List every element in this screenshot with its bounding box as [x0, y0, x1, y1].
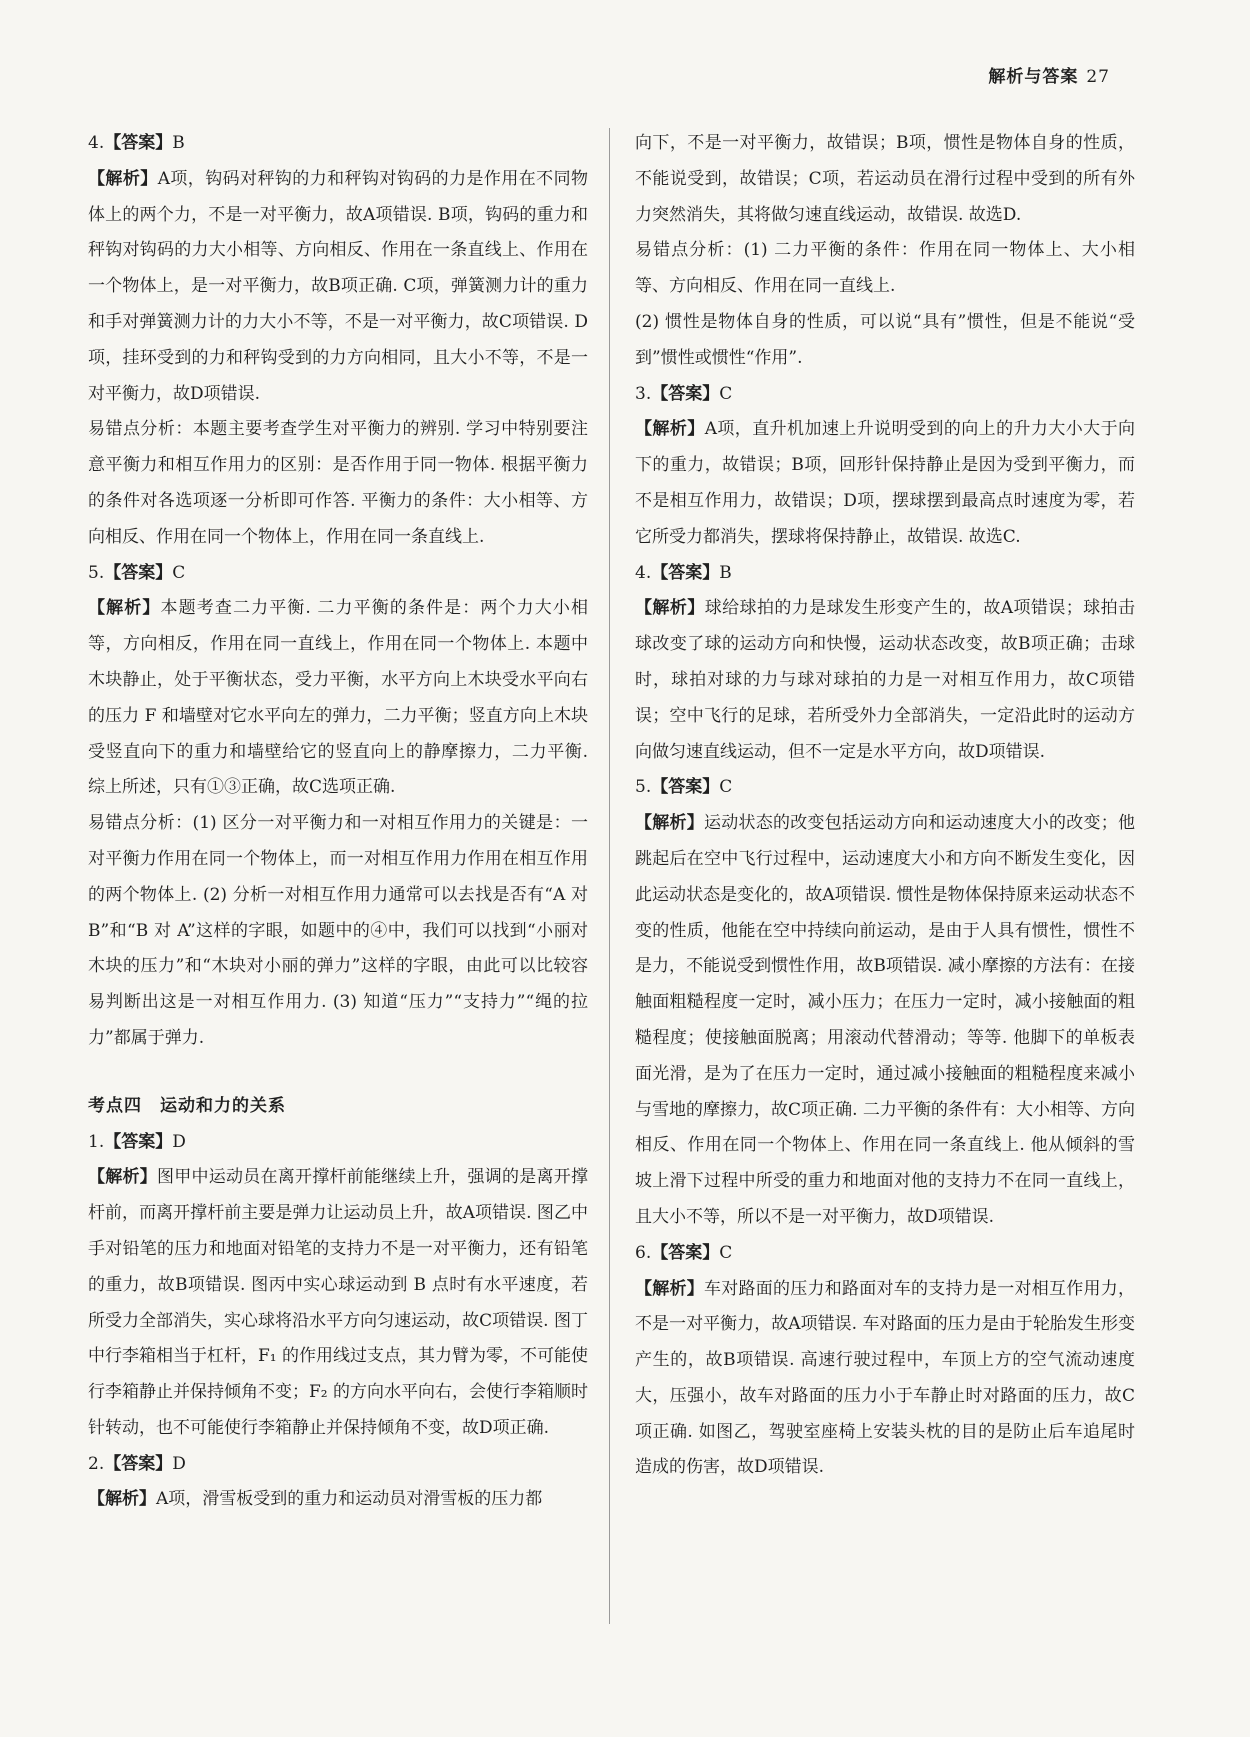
answer-line: 3.【答案】C: [635, 383, 733, 404]
error-analysis: 易错点分析：(1) 区分一对平衡力和一对相互作用力的关键是：一对平衡力作用在同一个物体上，而一对相互作用力作用在相互作用的两个物体上. (2) 分析一对相互作用力通常可以去找是否有“A 对 B”和“B 对 A”这样的字眼，如题中的④中，我们可以找到“小丽对木块的压力”和“木块对小丽的弹力”这样的字眼，由此可以比较容易判断出这是一对相互作用力. (3) 知道“压力”“支持力”“绳的拉力”都属于弹力.: [88, 813, 588, 1048]
answer-line: 5.【答案】C: [88, 562, 186, 583]
page-header: [988, 62, 1110, 87]
left-column: [88, 126, 588, 1518]
answer-block: [88, 126, 588, 556]
analysis-text: 【解析】车对路面的压力和路面对车的支持力是一对相互作用力，不是一对平衡力，故A项错误. 车对路面的压力是由于轮胎发生形变产生的，故B项错误. 高速行驶过程中，车顶上方的空气流动速度大，压强小，故车对路面的压力小于车静止时对路面的压力，故C项正确. 如图乙，驾驶室座椅上安装头枕的目的是防止后车追尾时造成的伤害，故D项错误.: [635, 1278, 1135, 1478]
answer-line: 4.【答案】B: [88, 133, 185, 153]
answer-line: 4.【答案】B: [635, 562, 732, 583]
right-column: [635, 126, 1135, 1486]
analysis-text: 【解析】运动状态的改变包括运动方向和运动速度大小的改变；他跳起后在空中飞行过程中，运动速度大小和方向不断发生变化，因此运动状态是变化的，故A项错误. 惯性是物体保持原来运动状态不变的性质，他能在空中持续向前运动，是由于人具有惯性，惯性不是力，不能说受到惯性作用，故B项错误. 减小摩擦的方法有：在接触面粗糙程度一定时，减小压力；在压力一定时，减小接触面的粗糙程度；使接触面脱离；用滚动代替滑动；等等. 他脚下的单板表面光滑，是为了在压力一定时，通过减小接触面的粗糙程度来减小与雪地的摩擦力，故C项正确. 二力平衡的条件有：大小相等、方向相反、作用在同一个物体上、作用在同一条直线上. 他从倾斜的雪坡上滑下过程中所受的重力和地面对他的支持力不在同一直线上，且大小不等，所以不是一对平衡力，故D项错误.: [635, 813, 1135, 1227]
answer-line: 6.【答案】C: [635, 1242, 733, 1263]
continuation-text: 向下，不是一对平衡力，故错误；B项，惯性是物体自身的性质，不能说受到，故错误；C项，若运动员在滑行过程中受到的所有外力突然消失，其将做匀速直线运动，故错误. 故选D.: [635, 133, 1135, 225]
error-analysis: 易错点分析：本题主要考查学生对平衡力的辨别. 学习中特别要注意平衡力和相互作用力的区别：是否作用于同一物体. 根据平衡力的条件对各选项逐一分析即可作答. 平衡力的条件：大小相等、方向相反、作用在同一个物体上，作用在同一条直线上.: [88, 419, 588, 547]
answer-block: [635, 770, 1135, 1235]
answer-line: 5.【答案】C: [635, 777, 733, 798]
analysis-text: 【解析】A项，滑雪板受到的重力和运动员对滑雪板的压力都: [88, 1489, 543, 1510]
answer-line: 1.【答案】D: [88, 1131, 186, 1152]
column-divider: [609, 128, 610, 1624]
answer-line: 2.【答案】D: [88, 1453, 186, 1474]
error-analysis: 易错点分析：(1) 二力平衡的条件：作用在同一物体上、大小相等、方向相反、作用在同一直线上.: [635, 240, 1135, 297]
header-title: 解析与答案: [988, 67, 1079, 87]
answer-block: [635, 1236, 1135, 1487]
section-heading: 考点四 运动和力的关系: [88, 1095, 286, 1116]
analysis-text: 【解析】图甲中运动员在离开撑杆前能继续上升，强调的是离开撑杆前，而离开撑杆前主要是弹力让运动员上升，故A项错误. 图乙中手对铅笔的压力和地面对铅笔的支持力不是一对平衡力，还有铅笔的重力，故B项错误. 图丙中实心球运动到 B 点时有水平速度，若所受力全部消失，实心球将沿水平方向匀速运动，故C项错误. 图丁中行李箱相当于杠杆，F₁ 的作用线过支点，其力臂为零，不可能使行李箱静止并保持倾角不变；F₂ 的方向水平向右，会使行李箱顺时针转动，也不可能使行李箱静止并保持倾角不变，故D项正确.: [88, 1167, 589, 1438]
answer-block: [635, 377, 1135, 556]
answer-block: [88, 1125, 588, 1447]
analysis-text: 【解析】A项，直升机加速上升说明受到的向上的升力大小大于向下的重力，故错误；B项，回形针保持静止是因为受到平衡力，而不是相互作用力，故错误；D项，摆球摆到最高点时速度为零，若它所受力都消失，摆球将保持静止，故错误. 故选C.: [635, 419, 1136, 547]
answer-block: [88, 556, 588, 1057]
answer-block: [635, 556, 1135, 771]
answer-block: [88, 1447, 588, 1519]
analysis-text: 【解析】A项，钩码对秤钩的力和秤钩对钩码的力是作用在不同物体上的两个力，不是一对平衡力，故A项错误. B项，钩码的重力和秤钩对钩码的力大小相等、方向相反、作用在一条直线上、作用在一个物体上，是一对平衡力，故B项正确. C项，弹簧测力计的重力和手对弹簧测力计的力大小不等，不是一对平衡力，故C项错误. D项，挂环受到的力和秤钩受到的力方向相同，且大小不等，不是一对平衡力，故D项错误.: [88, 168, 589, 404]
analysis-text: 【解析】本题考查二力平衡. 二力平衡的条件是：两个力大小相等，方向相反，作用在同一直线上，作用在同一个物体上. 本题中木块静止，处于平衡状态，受力平衡，水平方向上木块受水平向右的压力 F 和墙壁对它水平向左的弹力，二力平衡；竖直方向上木块受竖直向下的重力和墙壁给它的竖直向上的静摩擦力，二力平衡. 综上所述，只有①③正确，故C选项正确.: [88, 598, 589, 798]
page-number: 27: [1086, 67, 1110, 87]
error-analysis: (2) 惯性是物体自身的性质，可以说“具有”惯性，但是不能说“受到”惯性或惯性“作用”.: [635, 311, 1135, 368]
analysis-text: 【解析】球给球拍的力是球发生形变产生的，故A项错误；球拍击球改变了球的运动方向和快慢，运动状态改变，故B项正确；击球时，球拍对球的力与球对球拍的力是一对相互作用力，故C项错误；空中飞行的足球，若所受外力全部消失，一定沿此时的运动方向做匀速直线运动，但不一定是水平方向，故D项错误.: [635, 598, 1136, 762]
